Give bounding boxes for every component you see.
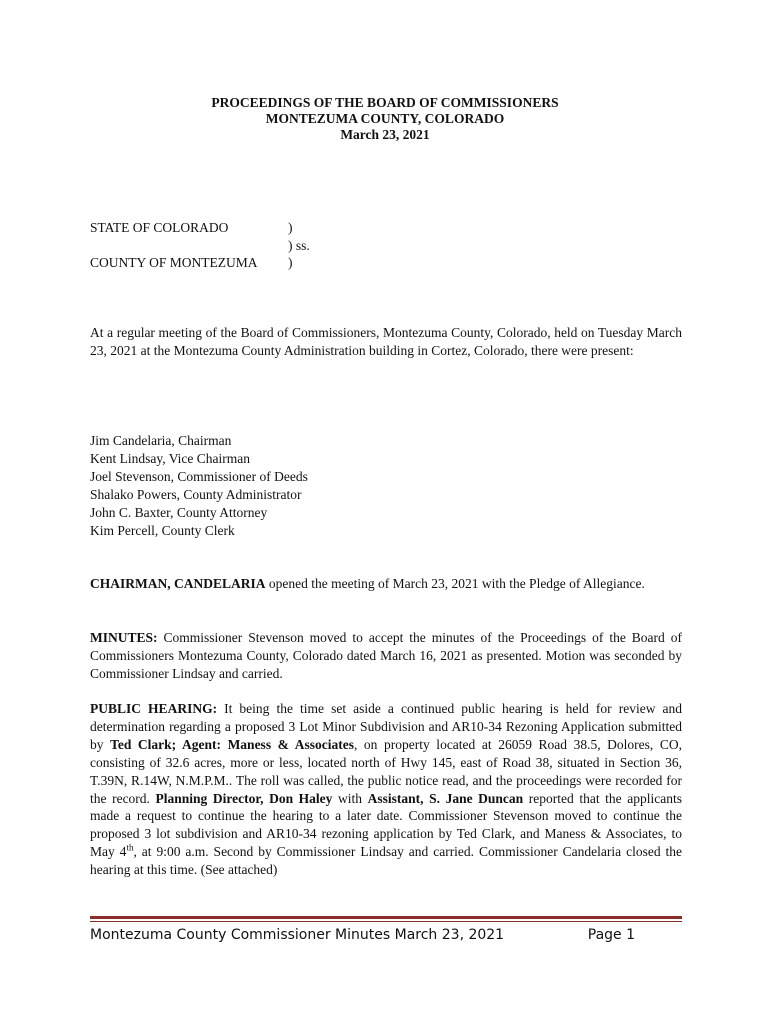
venue-ss: ) ss.	[288, 237, 310, 253]
chairman-text: opened the meeting of March 23, 2021 with the Pledge of Allegiance.	[265, 576, 645, 591]
venue-ss-row	[90, 237, 310, 255]
hearing-label: PUBLIC HEARING:	[90, 701, 218, 716]
attendee-item: Kim Percell, County Clerk	[90, 522, 235, 538]
hearing-text: , on property located at 26059 Road 38.5, Dolores, CO, consisting of 32.6 acres, more or less, located north of Hwy 145, east of Road 38, situated in Section 36, T.39N, R.14W, N.M.P.M.. The roll was called, the public notice read, and the proceedings were recorded for the record.	[90, 736, 682, 806]
hearing-text: , at 9:00 a.m. Second by Commissioner Lindsay and carried. Commissioner Candelaria closed the hearing at this time. (See attached)	[90, 844, 682, 878]
hearing-text: reported that the applicants made a request to continue the hearing to a later date. Commissioner Stevenson moved to continue the proposed 3 lot subdivision and AR10-34 rezoning application by Ted Clark, and Maness & Associates, to May 4	[90, 790, 682, 860]
attendee-item: Joel Stevenson, Commissioner of Deeds	[90, 468, 308, 484]
ordinal-suffix: th	[126, 842, 134, 853]
venue-county: COUNTY OF MONTEZUMA	[90, 255, 258, 270]
minutes-text: Commissioner Stevenson moved to accept the minutes of the Proceedings of the Board of Commissioners Montezuma County, Colorado dated March 16, 2021 as presented. Motion was seconded by Commissioner Lindsay and carried.	[90, 630, 682, 681]
attendee-item: Shalako Powers, County Administrator	[90, 486, 302, 502]
footer-rule-thick	[90, 916, 682, 919]
attendee-item: Jim Candelaria, Chairman	[90, 433, 232, 448]
footer-title: Montezuma County Commissioner Minutes March 23, 2021	[90, 927, 505, 943]
attendee-item: Kent Lindsay, Vice Chairman	[90, 450, 251, 466]
minutes-label: MINUTES:	[90, 630, 158, 645]
venue-state-paren: )	[288, 220, 293, 235]
hearing-paragraph	[90, 700, 682, 879]
applicant-name: Ted Clark; Agent: Maness & Associates	[110, 736, 354, 752]
venue-county-row	[90, 254, 293, 272]
attendee-list	[90, 432, 308, 539]
attendee-item: John C. Baxter, County Attorney	[90, 504, 268, 520]
page-footer	[90, 925, 635, 945]
hearing-text: with	[332, 790, 368, 806]
venue-county-paren: )	[288, 255, 293, 270]
venue-state: STATE OF COLORADO	[90, 220, 229, 235]
page-number: Page 1	[587, 927, 635, 943]
chairman-paragraph	[90, 575, 682, 593]
header-county: MONTEZUMA COUNTY, COLORADO	[265, 111, 505, 126]
planning-director: Planning Director, Don Haley	[155, 790, 333, 806]
document-header	[0, 95, 770, 143]
venue-block	[90, 219, 310, 272]
intro-paragraph: At a regular meeting of the Board of Commissioners, Montezuma County, Colorado, held on Tuesday March 23, 2021 at the Montezuma County Administration building in Cortez, Colorado, there were present:	[90, 325, 682, 358]
header-title: PROCEEDINGS OF THE BOARD OF COMMISSIONERS	[211, 95, 559, 110]
chairman-label: CHAIRMAN, CANDELARIA	[90, 576, 266, 591]
header-date: March 23, 2021	[340, 127, 430, 142]
planning-assistant: Assistant, S. Jane Duncan	[367, 790, 524, 806]
hearing-text: It being the time set aside a continued public hearing is held for review and determination regarding a proposed 3 Lot Minor Subdivision and AR10-34 Rezoning Application submitted by	[90, 701, 683, 752]
venue-state-row	[90, 219, 293, 237]
minutes-paragraph	[90, 629, 682, 683]
footer-rule-thin	[90, 921, 682, 922]
